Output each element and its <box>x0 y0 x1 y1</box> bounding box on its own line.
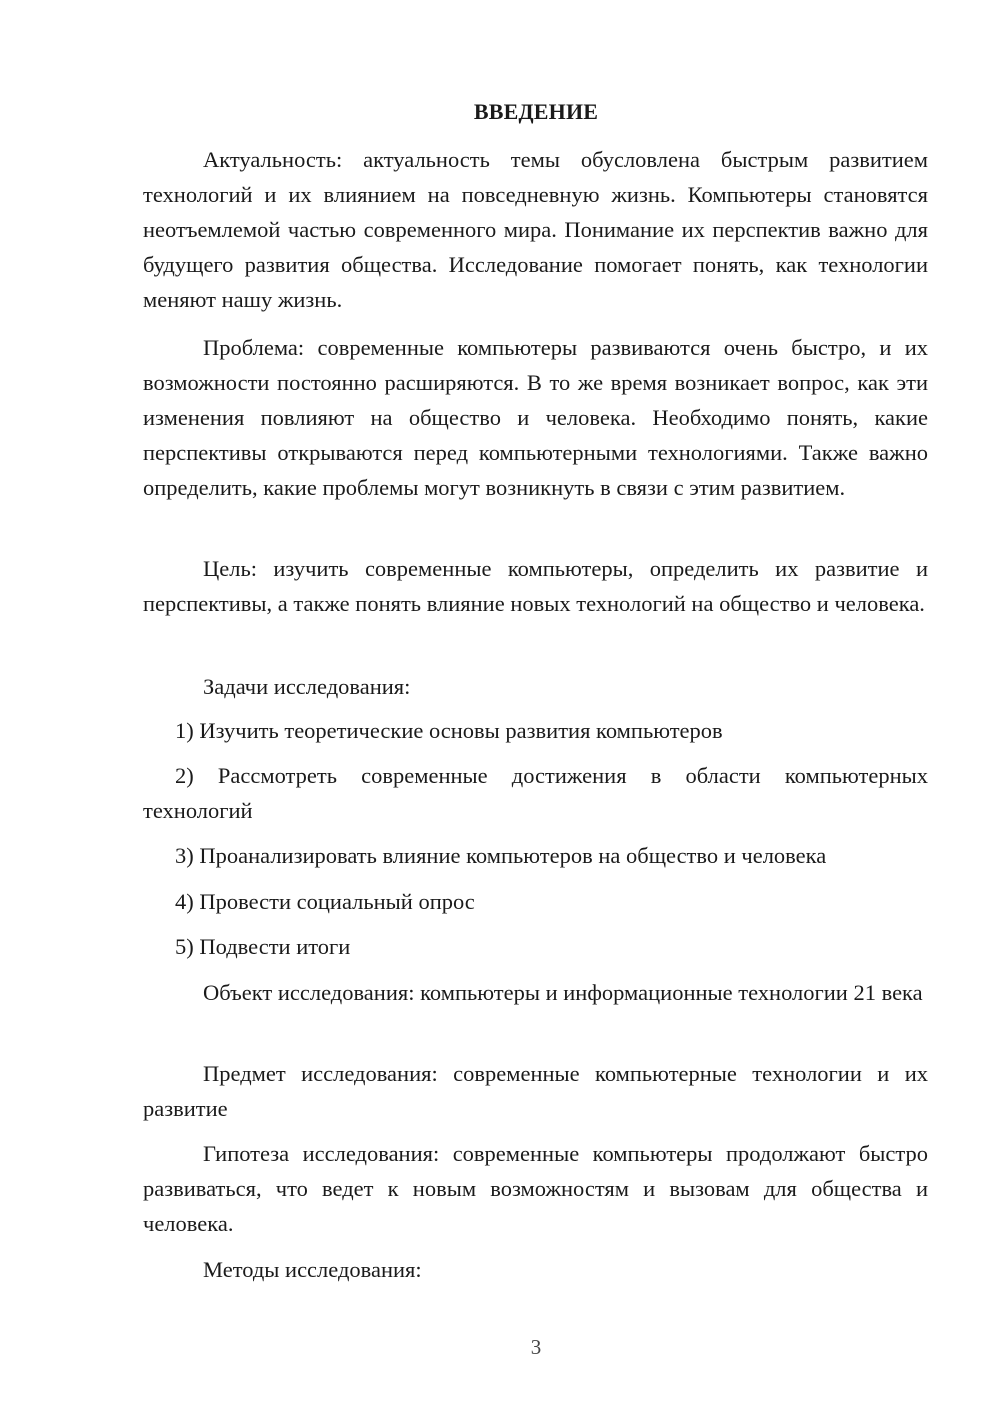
paragraph-hypothesis: Гипотеза исследования: современные компьютеры продолжают быстро развиваться, что ведет к новым возможностям и вызовам для общества и человека. <box>143 1141 928 1236</box>
paragraph-problem: Проблема: современные компьютеры развиваются очень быстро, и их возможности постоянно расширяются. В то же время возникает вопрос, как эти изменения повлияют на общество и человека. Необходимо понять, какие перспективы открываются перед компьютерными технологиями. Также важно определить, какие проблемы могут возникнуть в связи с этим развитием. <box>143 335 928 500</box>
list-item: 3) Проанализировать влияние компьютеров на общество и человека <box>175 843 827 868</box>
list-item: 4) Провести социальный опрос <box>175 889 475 914</box>
paragraph-subject: Предмет исследования: современные компьютерные технологии и их развитие <box>143 1061 928 1121</box>
list-item: 2) Рассмотреть современные достижения в области компьютерных технологий <box>143 763 928 823</box>
paragraph-relevance: Актуальность: актуальность темы обусловлена быстрым развитием технологий и их влиянием на повседневную жизнь. Компьютеры становятся неотъемлемой частью современного мира. Понимание их перспектив важно для будущего развития общества. Исследование помогает понять, как технологии меняют нашу жизнь. <box>143 147 928 312</box>
list-item: 5) Подвести итоги <box>175 934 351 959</box>
page-number: 3 <box>530 1335 542 1359</box>
paragraph-object: Объект исследования: компьютеры и информационные технологии 21 века <box>203 980 923 1005</box>
paragraph-tasks-heading: Задачи исследования: <box>203 674 411 699</box>
paragraph-goal: Цель: изучить современные компьютеры, определить их развитие и перспективы, а также понять влияние новых технологий на общество и человека. <box>143 556 928 616</box>
section-title: ВВЕДЕНИЕ <box>473 99 599 124</box>
paragraph-methods-heading: Методы исследования: <box>203 1257 422 1282</box>
list-item: 1) Изучить теоретические основы развития компьютеров <box>175 718 723 743</box>
